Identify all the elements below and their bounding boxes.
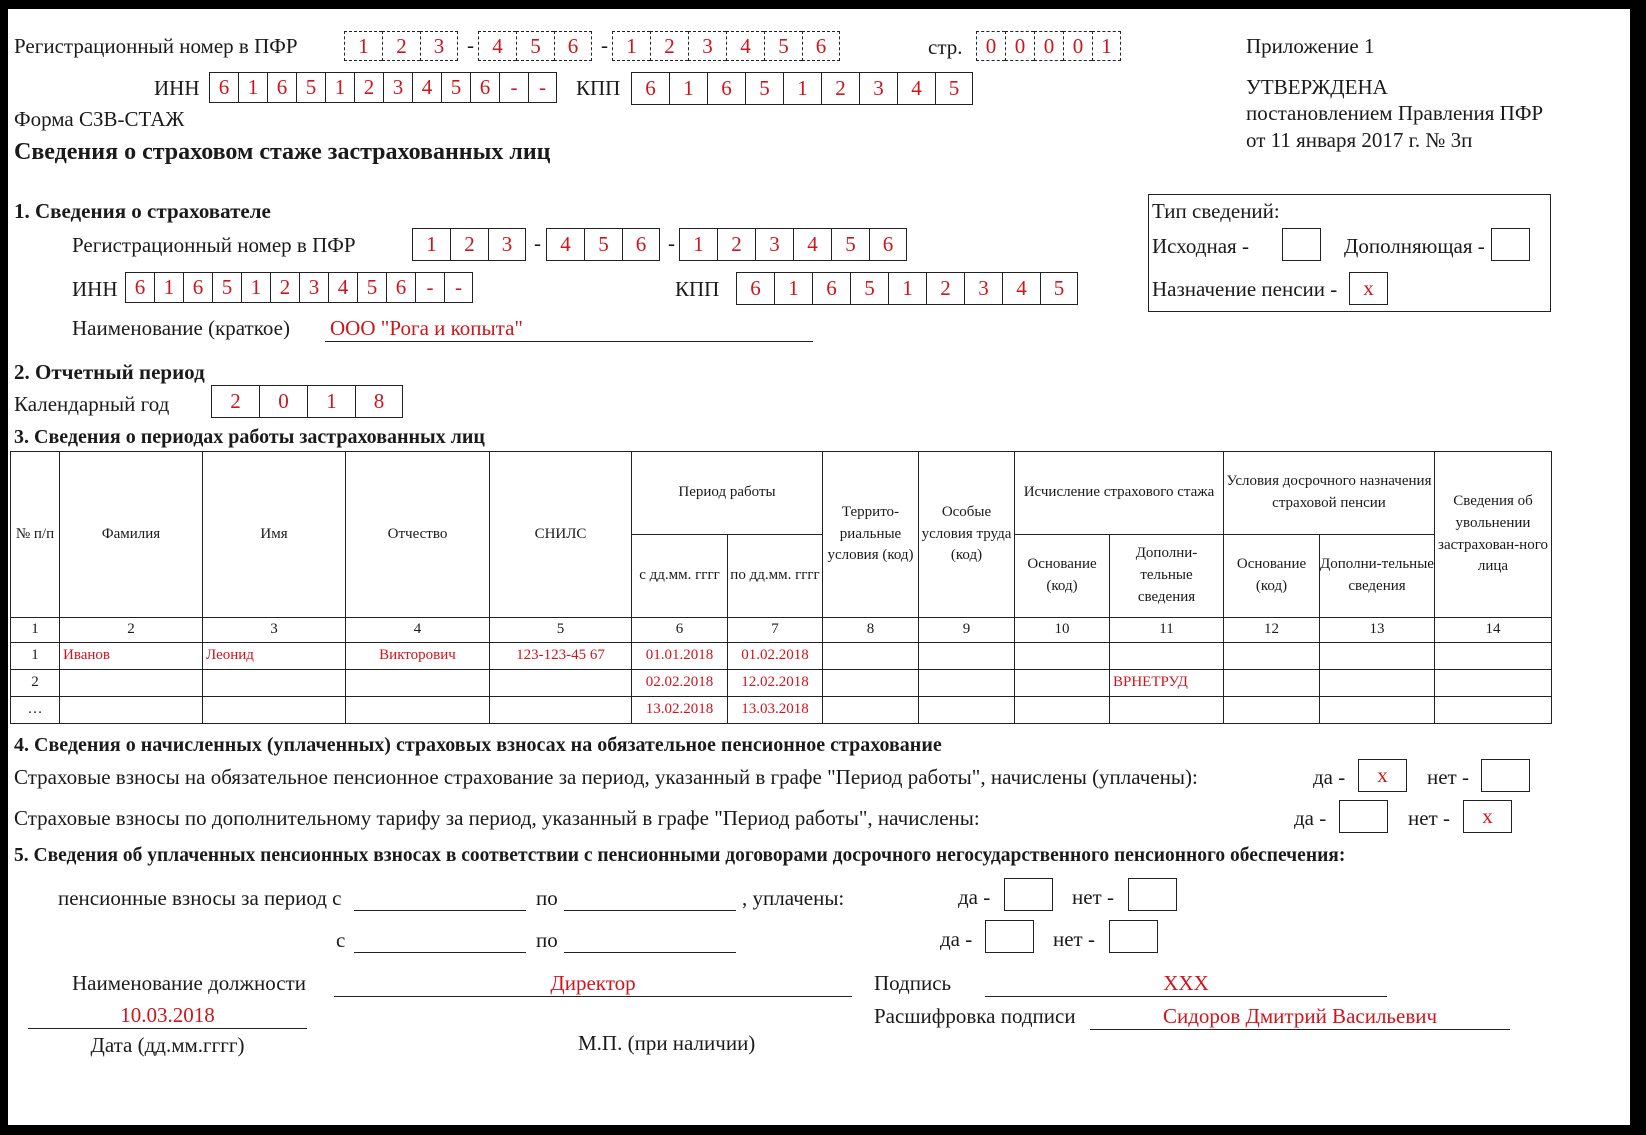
- digit-cell: 1: [238, 72, 267, 103]
- row-to: 13.03.2018: [728, 697, 823, 724]
- table-row: [11, 670, 1552, 697]
- header-from: с дд.мм. гггг: [632, 535, 728, 618]
- digit-cell: 0: [259, 385, 307, 418]
- row-num: …: [11, 697, 60, 724]
- row-cell: [919, 643, 1015, 670]
- row-cell: [1015, 670, 1110, 697]
- digit-cell: 3: [859, 72, 897, 105]
- row-cell: [823, 670, 919, 697]
- row2-no-checkbox[interactable]: [1109, 920, 1158, 953]
- column-number: 5: [490, 618, 632, 643]
- header-extra: Дополни-тельные сведения: [1110, 535, 1224, 618]
- digit-cell: 4: [897, 72, 935, 105]
- type-additional-label: Дополняющая -: [1344, 234, 1485, 258]
- digit-cell: 1: [888, 272, 926, 305]
- separator: -: [601, 33, 608, 57]
- approved-label: УТВЕРЖДЕНА: [1246, 75, 1388, 99]
- yes-label: да -: [940, 927, 973, 951]
- digit-cell: 5: [1040, 272, 1078, 305]
- digit-cell: 3: [488, 228, 526, 261]
- row-cell: [823, 643, 919, 670]
- digit-cell: 5: [831, 228, 869, 261]
- table-row: [11, 697, 1552, 724]
- row-num: 2: [11, 670, 60, 697]
- signature-value: ХХХ: [1163, 971, 1209, 995]
- section1-inn-label: ИНН: [72, 277, 118, 301]
- row-cell: [1224, 670, 1320, 697]
- form-title: Сведения о страховом стаже застрахованных лиц: [14, 139, 551, 165]
- line2-yes-checkbox[interactable]: [1339, 800, 1388, 833]
- row-cell: ВРНЕТРУД: [1110, 670, 1224, 697]
- year-label: Календарный год: [14, 392, 170, 416]
- digit-cell: 6: [125, 272, 154, 303]
- digit-cell: 5: [516, 31, 554, 61]
- digit-cell: 5: [441, 72, 470, 103]
- row-patronymic: [346, 697, 490, 724]
- digit-cell: 4: [793, 228, 831, 261]
- no-label: нет -: [1072, 885, 1114, 909]
- header-reg-label: Регистрационный номер в ПФР: [14, 34, 298, 58]
- row-cell: [1015, 697, 1110, 724]
- column-number: 2: [60, 618, 203, 643]
- header-surname: Фамилия: [60, 452, 203, 618]
- digit-cell: 6: [554, 31, 592, 61]
- digit-cell: 2: [270, 272, 299, 303]
- digit-cell: 6: [267, 72, 296, 103]
- digit-cell: 1: [669, 72, 707, 105]
- header-reg-group-3: [612, 31, 840, 61]
- type-additional-checkbox[interactable]: [1491, 228, 1530, 261]
- type-initial-label: Исходная -: [1152, 234, 1249, 258]
- digit-cell: -: [499, 72, 528, 103]
- digit-cell: 6: [631, 72, 669, 105]
- digit-cell: 1: [325, 72, 354, 103]
- header-special: Особые условия труда (код): [919, 452, 1015, 618]
- stamp-label: М.П. (при наличии): [578, 1031, 756, 1055]
- digit-cell: 2: [450, 228, 488, 261]
- appendix-label: Приложение 1: [1246, 34, 1375, 58]
- row-cell: [1110, 643, 1224, 670]
- header-to: по дд.мм. гггг: [728, 535, 823, 618]
- digit-cell: 1: [344, 31, 382, 61]
- signature-label: Подпись: [874, 971, 952, 995]
- yes-label: да -: [1313, 765, 1346, 789]
- column-number: 9: [919, 618, 1015, 643]
- row-cell: [1224, 697, 1320, 724]
- page-label: стр.: [928, 35, 963, 59]
- date-label: Дата (дд.мм.гггг): [90, 1033, 245, 1057]
- digit-cell: 1: [783, 72, 821, 105]
- no-label: нет -: [1408, 806, 1450, 830]
- paid-label: , уплачены:: [742, 886, 845, 910]
- header-reg-group-2: [478, 31, 592, 61]
- digit-cell: 3: [383, 72, 412, 103]
- header-num: № п/п: [11, 452, 60, 618]
- digit-cell: 1: [307, 385, 355, 418]
- header-snils: СНИЛС: [490, 452, 632, 618]
- section1-reg-label: Регистрационный номер в ПФР: [72, 233, 356, 257]
- digit-cell: 2: [650, 31, 688, 61]
- section1-reg-group-3: [679, 228, 907, 261]
- to-label: по: [536, 928, 558, 952]
- section1-title: 1. Сведения о страхователе: [14, 199, 271, 223]
- row-num: 1: [11, 643, 60, 670]
- digit-cell: 6: [707, 72, 745, 105]
- header-period: Период работы: [632, 452, 823, 535]
- digit-cell: 1: [774, 272, 812, 305]
- line1-no-checkbox[interactable]: [1481, 759, 1530, 792]
- decode-label: Расшифровка подписи: [874, 1004, 1076, 1028]
- header-kpp: [631, 72, 973, 105]
- digit-cell: 6: [736, 272, 774, 305]
- section5-title: 5. Сведения об уплаченных пенсионных взносах в соответствии с пенсионными договорами досрочного негосударственного пенсионного обеспечения:: [14, 845, 1346, 866]
- header-basis: Основание (код): [1015, 535, 1110, 618]
- digit-cell: 1: [154, 272, 183, 303]
- column-number: 7: [728, 618, 823, 643]
- section1-inn: [125, 272, 473, 303]
- header-inn: [209, 72, 557, 103]
- digit-cell: 3: [688, 31, 726, 61]
- digit-cell: 6: [812, 272, 850, 305]
- yes-label: да -: [1294, 806, 1327, 830]
- period-from-field[interactable]: [354, 952, 526, 953]
- digit-cell: 2: [211, 385, 259, 418]
- row-to: 12.02.2018: [728, 670, 823, 697]
- digit-cell: 5: [584, 228, 622, 261]
- column-number: 11: [1110, 618, 1224, 643]
- digit-cell: 4: [412, 72, 441, 103]
- approved-by: постановлением Правления ПФР: [1246, 101, 1544, 125]
- separator: -: [534, 231, 541, 255]
- header-territorial: Террито-риальные условия (код): [823, 452, 919, 618]
- section5-row2-prefix: с: [336, 928, 346, 952]
- digit-cell: -: [415, 272, 444, 303]
- digit-cell: 2: [382, 31, 420, 61]
- row-patronymic: Викторович: [346, 643, 490, 670]
- digit-cell: 1: [241, 272, 270, 303]
- header-name: Имя: [203, 452, 346, 618]
- section5-row1-prefix: пенсионные взносы за период с: [58, 886, 342, 910]
- row-snils: [490, 697, 632, 724]
- to-label: по: [536, 886, 558, 910]
- header-kpp-label: КПП: [576, 76, 621, 100]
- position-label: Наименование должности: [72, 971, 306, 995]
- line1-yes-checkbox[interactable]: x: [1358, 759, 1407, 792]
- column-number: 13: [1320, 618, 1435, 643]
- digit-cell: 0: [1063, 31, 1092, 61]
- section4-line1: Страховые взносы на обязательное пенсионное страхование за период, указанный в графе "Период работы", начислены (уплачены):: [14, 765, 1198, 789]
- row-cell: [1110, 697, 1224, 724]
- digit-cell: 3: [299, 272, 328, 303]
- digit-cell: 0: [976, 31, 1005, 61]
- row-name: [203, 697, 346, 724]
- column-number: 3: [203, 618, 346, 643]
- row-surname: [60, 670, 203, 697]
- work-periods-table: [10, 451, 1552, 724]
- section4-line2: Страховые взносы по дополнительному тарифу за период, указанный в графе "Период работы", начислены:: [14, 806, 980, 830]
- column-numbers-row: [11, 618, 1552, 643]
- row1-yes-checkbox[interactable]: [1004, 878, 1053, 911]
- digit-cell: 6: [183, 272, 212, 303]
- row-from: 13.02.2018: [632, 697, 728, 724]
- digit-cell: 1: [412, 228, 450, 261]
- table-row: [11, 643, 1552, 670]
- section1-reg-group-1: [412, 228, 526, 261]
- digit-cell: 1: [1092, 31, 1121, 61]
- year-cells: [211, 385, 403, 418]
- approved-date: от 11 января 2017 г. № 3п: [1246, 128, 1473, 152]
- period-from-field[interactable]: [354, 910, 526, 911]
- digit-cell: 3: [755, 228, 793, 261]
- decode-underline: [1090, 1029, 1510, 1030]
- row-cell: [1320, 643, 1435, 670]
- section3-title: 3. Сведения о периодах работы застрахованных лиц: [14, 426, 485, 448]
- header-patronymic: Отчество: [346, 452, 490, 618]
- row-name: Леонид: [203, 643, 346, 670]
- section1-reg-group-2: [546, 228, 660, 261]
- row-snils: [490, 670, 632, 697]
- digit-cell: 5: [764, 31, 802, 61]
- period-to-field[interactable]: [564, 910, 736, 911]
- header-reg-group-1: [344, 31, 458, 61]
- no-label: нет -: [1427, 765, 1469, 789]
- row-to: 01.02.2018: [728, 643, 823, 670]
- separator: -: [668, 231, 675, 255]
- row-patronymic: [346, 670, 490, 697]
- position-underline: [334, 996, 852, 997]
- digit-cell: 8: [355, 385, 403, 418]
- digit-cell: 6: [386, 272, 415, 303]
- header-basis: Основание (код): [1224, 535, 1320, 618]
- separator: -: [467, 33, 474, 57]
- line2-no-checkbox[interactable]: x: [1463, 800, 1512, 833]
- row-cell: [1320, 670, 1435, 697]
- digit-cell: 2: [717, 228, 755, 261]
- digit-cell: 2: [926, 272, 964, 305]
- column-number: 14: [1435, 618, 1552, 643]
- form-sheet: [8, 9, 1630, 1125]
- digit-cell: 4: [546, 228, 584, 261]
- header-dismissal: Сведения об увольнении застрахован-ного лица: [1435, 452, 1552, 618]
- row-cell: [1015, 643, 1110, 670]
- header-early-conditions: Условия досрочного назначения страховой пенсии: [1224, 452, 1435, 535]
- row-cell: [1435, 670, 1552, 697]
- digit-cell: 5: [745, 72, 783, 105]
- section1-kpp: [736, 272, 1078, 305]
- row-cell: [1320, 697, 1435, 724]
- column-number: 6: [632, 618, 728, 643]
- section4-title: 4. Сведения о начисленных (уплаченных) страховых взносах на обязательное пенсионное страхование: [14, 734, 942, 756]
- digit-cell: 1: [679, 228, 717, 261]
- column-number: 10: [1015, 618, 1110, 643]
- row-cell: [1435, 643, 1552, 670]
- digit-cell: 4: [478, 31, 516, 61]
- row1-no-checkbox[interactable]: [1128, 878, 1177, 911]
- type-pension-label: Назначение пенсии -: [1152, 277, 1338, 301]
- section2-title: 2. Отчетный период: [14, 360, 205, 384]
- digit-cell: 2: [821, 72, 859, 105]
- form-code: Форма СЗВ-СТАЖ: [14, 107, 185, 131]
- row-name: [203, 670, 346, 697]
- digit-cell: -: [444, 272, 473, 303]
- signature-underline: [985, 996, 1387, 997]
- digit-cell: 6: [209, 72, 238, 103]
- position-value: Директор: [550, 971, 636, 995]
- date-underline: [28, 1028, 307, 1029]
- header-extra: Дополни-тельные сведения: [1320, 535, 1435, 618]
- type-pension-checkbox[interactable]: x: [1349, 272, 1388, 305]
- digit-cell: 6: [802, 31, 840, 61]
- column-number: 8: [823, 618, 919, 643]
- digit-cell: 0: [1005, 31, 1034, 61]
- row-snils: 123-123-45 67: [490, 643, 632, 670]
- column-number: 1: [11, 618, 60, 643]
- digit-cell: 5: [296, 72, 325, 103]
- digit-cell: 0: [1034, 31, 1063, 61]
- digit-cell: 5: [212, 272, 241, 303]
- type-initial-checkbox[interactable]: [1282, 228, 1321, 261]
- digit-cell: 3: [420, 31, 458, 61]
- row2-yes-checkbox[interactable]: [985, 920, 1034, 953]
- digit-cell: 6: [869, 228, 907, 261]
- type-box-title: Тип сведений:: [1152, 199, 1280, 223]
- column-number: 4: [346, 618, 490, 643]
- page-number: [976, 31, 1121, 61]
- digit-cell: 6: [470, 72, 499, 103]
- row-cell: [919, 697, 1015, 724]
- digit-cell: 5: [357, 272, 386, 303]
- header-insurance-calc: Исчисление страхового стажа: [1015, 452, 1224, 535]
- section1-name-label: Наименование (краткое): [72, 316, 290, 340]
- decode-value: Сидоров Дмитрий Васильевич: [1162, 1004, 1438, 1028]
- no-label: нет -: [1053, 927, 1095, 951]
- digit-cell: 4: [1002, 272, 1040, 305]
- row-surname: [60, 697, 203, 724]
- digit-cell: 1: [612, 31, 650, 61]
- digit-cell: 2: [354, 72, 383, 103]
- section1-kpp-label: КПП: [675, 277, 720, 301]
- row-from: 01.01.2018: [632, 643, 728, 670]
- digit-cell: 4: [328, 272, 357, 303]
- row-cell: [1435, 697, 1552, 724]
- column-number: 12: [1224, 618, 1320, 643]
- digit-cell: -: [528, 72, 557, 103]
- row-surname: Иванов: [60, 643, 203, 670]
- row-cell: [823, 697, 919, 724]
- digit-cell: 4: [726, 31, 764, 61]
- digit-cell: 5: [850, 272, 888, 305]
- digit-cell: 6: [622, 228, 660, 261]
- name-underline: [325, 341, 813, 342]
- digit-cell: 3: [964, 272, 1002, 305]
- digit-cell: 5: [935, 72, 973, 105]
- row-cell: [1224, 643, 1320, 670]
- row-from: 02.02.2018: [632, 670, 728, 697]
- section1-name-value: ООО "Рога и копыта": [330, 316, 523, 340]
- row-cell: [919, 670, 1015, 697]
- yes-label: да -: [958, 885, 991, 909]
- date-value: 10.03.2018: [120, 1003, 215, 1027]
- period-to-field[interactable]: [564, 952, 736, 953]
- header-inn-label: ИНН: [154, 76, 200, 100]
